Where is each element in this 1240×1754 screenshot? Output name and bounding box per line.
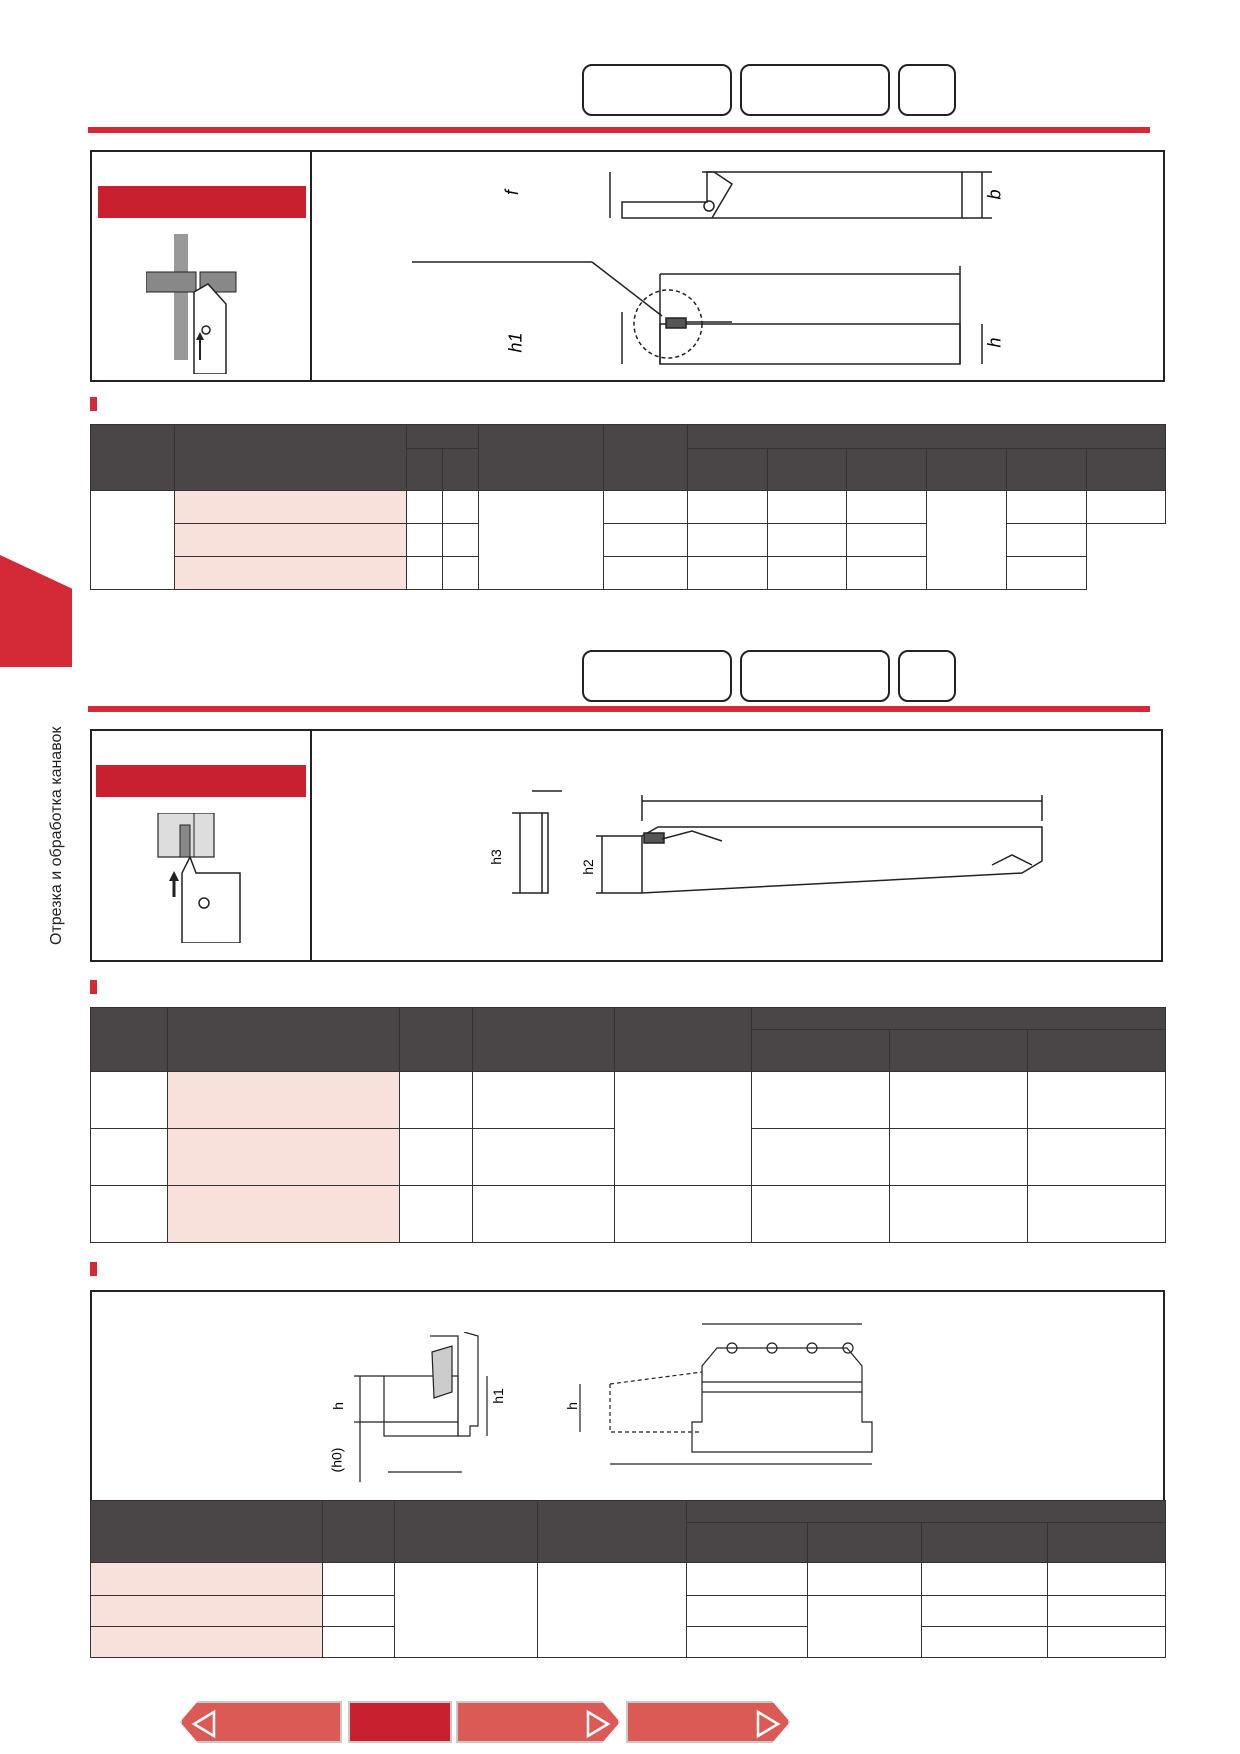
- tool-holder-drawing: [352, 162, 1072, 372]
- nav-prev-button[interactable]: [180, 1701, 342, 1743]
- header-pill-3: [898, 64, 956, 116]
- nav-next-button[interactable]: [456, 1701, 620, 1743]
- spec-table-1: [90, 424, 1166, 590]
- application-sketch: [154, 813, 264, 943]
- table-row: [91, 1072, 1166, 1129]
- application-band: [96, 765, 306, 797]
- table-row: [91, 1563, 1166, 1595]
- section-tab: [0, 555, 72, 667]
- arrow-right-icon: [582, 1709, 612, 1739]
- dim-label-h1: h1: [505, 332, 526, 353]
- table-row: [91, 491, 1166, 524]
- block-side-drawing: [312, 1332, 572, 1482]
- arrow-right-icon: [752, 1709, 782, 1739]
- dim-label-h0: (h0): [328, 1447, 345, 1473]
- section-marker: [90, 1262, 97, 1276]
- nav-current-button[interactable]: [348, 1701, 452, 1743]
- dim-label-b: b: [984, 189, 1005, 200]
- dim-label-h: h: [563, 1402, 580, 1410]
- application-sketch: [146, 234, 276, 374]
- table-row: [91, 1186, 1166, 1243]
- section-marker: [90, 980, 97, 994]
- block-front-drawing: [572, 1312, 1022, 1482]
- header-pill-2: [740, 64, 890, 116]
- arrow-left-icon: [190, 1709, 220, 1739]
- dim-label-f: f: [502, 189, 523, 196]
- dim-label-h: h: [984, 337, 1005, 348]
- header-pill-2: [740, 650, 890, 702]
- header-pill-3: [898, 650, 956, 702]
- blade-drawing: [492, 781, 1062, 911]
- header-pill-1: [582, 650, 732, 702]
- header-pill-1: [582, 64, 732, 116]
- spec-table-2: [90, 1007, 1166, 1243]
- dim-label-h3: h3: [487, 849, 504, 865]
- section-marker: [90, 397, 97, 411]
- figure-panel-2: [90, 729, 1163, 962]
- spec-table-3: [90, 1500, 1166, 1658]
- dim-label-h: h: [329, 1402, 346, 1410]
- application-band: [98, 186, 306, 218]
- section-divider: [88, 706, 1150, 712]
- figure-panel-1: [90, 150, 1165, 382]
- nav-last-button[interactable]: [626, 1701, 790, 1743]
- dim-label-h2: h2: [579, 859, 596, 875]
- section-divider: [88, 127, 1150, 133]
- side-section-label: Отрезка и обработка канавок: [48, 726, 65, 945]
- dim-label-h1: h1: [489, 1388, 506, 1404]
